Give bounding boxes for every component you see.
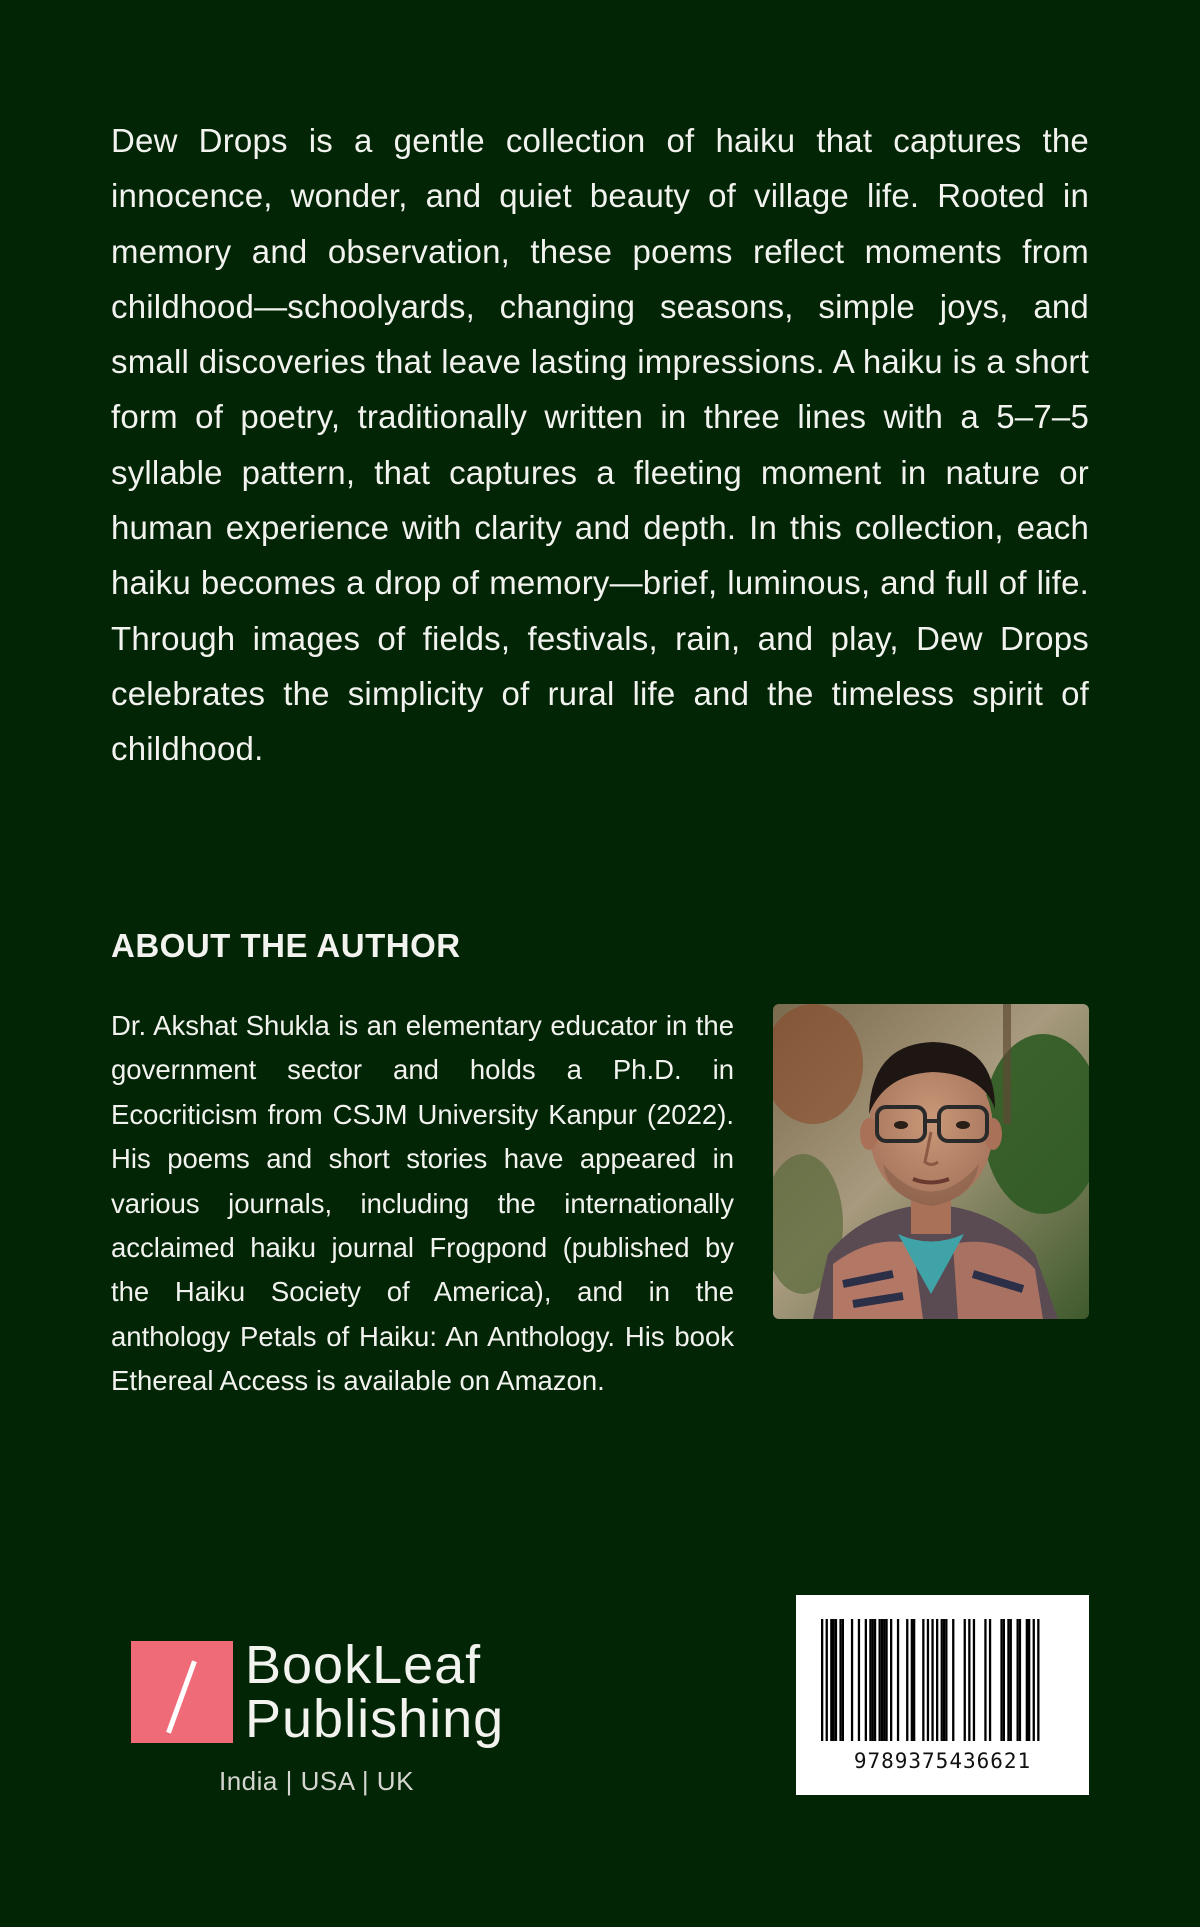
barcode-bar [835, 1619, 837, 1741]
barcode-bar [839, 1619, 841, 1741]
barcode-bar [865, 1619, 867, 1741]
author-photo [773, 1004, 1089, 1319]
barcode-bar [1037, 1619, 1039, 1741]
author-bio: Dr. Akshat Shukla is an elementary educator in the government sector and holds a Ph.D. in Ecocriticism from CSJM University Kanpur (2022). His poems and short stories have appeared in various journals, including the internationally acclaimed haiku journal Frogpond (published by the Haiku Society of America), and in the anthology Petals of Haiku: An Anthology. His book Ethereal Access is available on Amazon. [111, 1010, 734, 1397]
barcode-bar [858, 1619, 860, 1741]
barcode-bar [922, 1619, 924, 1741]
barcode-bar [927, 1619, 929, 1741]
barcode-bar [943, 1619, 945, 1741]
barcode-bar [890, 1619, 892, 1741]
barcode-bar [885, 1619, 887, 1741]
barcode-bar [906, 1619, 908, 1741]
barcode-bar [1019, 1619, 1021, 1741]
barcode-bar [1010, 1619, 1012, 1741]
barcode-bar [869, 1619, 871, 1741]
barcode-bar [872, 1619, 874, 1741]
barcode-bar [968, 1619, 970, 1741]
barcode-bar [1000, 1619, 1002, 1741]
about-author-heading: ABOUT THE AUTHOR [111, 927, 461, 964]
barcode-bar [931, 1619, 933, 1741]
barcode-bar [973, 1619, 975, 1741]
barcode-bar [821, 1619, 823, 1741]
barcode-bars [796, 1595, 1089, 1745]
barcode-bar [1028, 1619, 1030, 1741]
barcode-bar [952, 1619, 954, 1741]
barcode-bar [879, 1619, 881, 1741]
barcode-bar [989, 1619, 991, 1741]
barcode-bar [874, 1619, 876, 1741]
barcode-bar [842, 1619, 844, 1741]
barcode-bar [833, 1619, 835, 1741]
barcode-bar [851, 1619, 853, 1741]
barcode-bar [1017, 1619, 1019, 1741]
barcode-bar [1003, 1619, 1005, 1741]
barcode-bar [945, 1619, 947, 1741]
barcode-bar [941, 1619, 943, 1741]
barcode-bar [936, 1619, 938, 1741]
isbn-barcode [796, 1595, 1089, 1795]
publisher-name-line2: Publishing [245, 1689, 505, 1749]
barcode-bar [913, 1619, 915, 1741]
publisher-countries: India | USA | UK [219, 1766, 414, 1796]
barcode-bar [964, 1619, 966, 1741]
barcode-bar [830, 1619, 832, 1741]
slash-icon [166, 1660, 197, 1733]
barcode-bar [1026, 1619, 1028, 1741]
barcode-bar [897, 1619, 899, 1741]
barcode-bar [826, 1619, 828, 1741]
barcode-bar [881, 1619, 883, 1741]
book-blurb: Dew Drops is a gentle collection of haiku that captures the innocence, wonder, and quiet beauty of village life. Rooted in memory and observation, these poems reflect moments from childhood—schoolyards, changing seasons, simple joys, and small discoveries that leave lasting impressions. A haiku is a short form of poetry, traditionally written in three lines with a 5–7–5 syllable pattern, that captures a fleeting moment in nature or human experience with clarity and depth. In this collection, each haiku becomes a drop of memory—brief, luminous, and full of life. Through images of fields, festivals, rain, and play, Dew Drops celebrates the simplicity of rural life and the timeless spirit of childhood. [111, 122, 1089, 768]
barcode-bar [984, 1619, 986, 1741]
publisher-name-line1: BookLeaf [245, 1635, 482, 1695]
publisher-logo-mark [131, 1641, 233, 1743]
barcode-bar [883, 1619, 885, 1741]
barcode-bar [911, 1619, 913, 1741]
barcode-bar [1007, 1619, 1009, 1741]
barcode-bar [1033, 1619, 1035, 1741]
isbn-number: 9789375436621 [853, 1749, 1032, 1773]
